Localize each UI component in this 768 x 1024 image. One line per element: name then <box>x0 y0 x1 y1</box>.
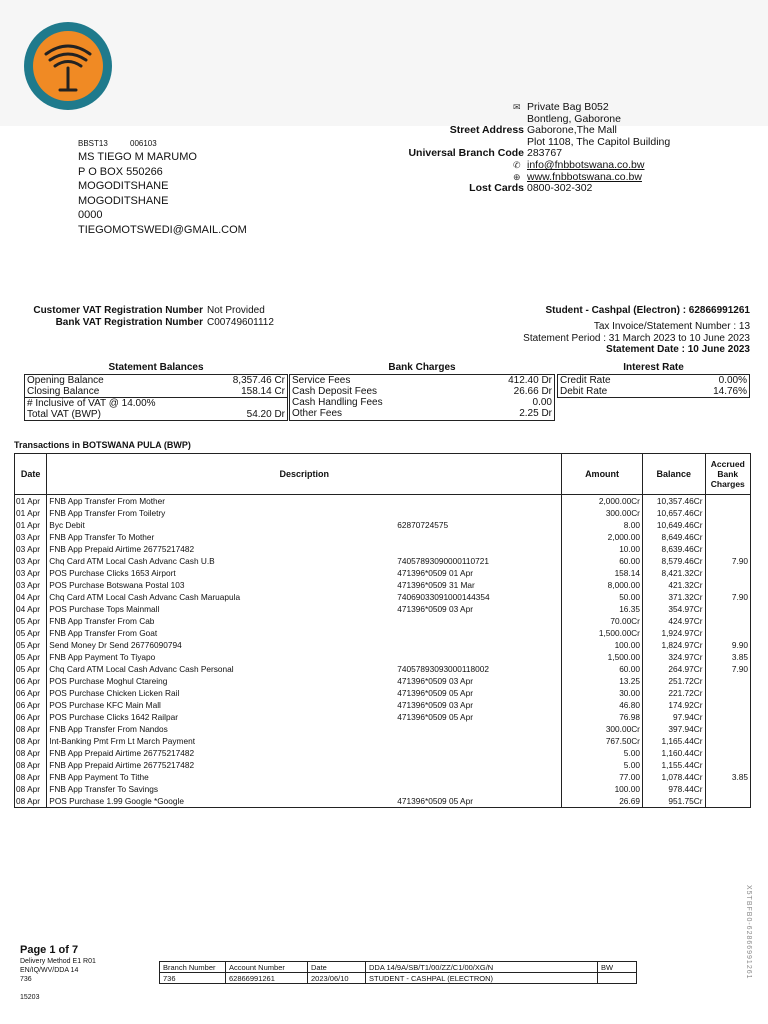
tx-accrued-charge: 3.85 <box>705 771 750 783</box>
tx-description <box>47 759 562 771</box>
tx-balance: 8,421.32Cr <box>642 567 705 579</box>
tx-amount: 76.98 <box>562 711 643 723</box>
table-row <box>15 627 751 639</box>
country-code: BW <box>598 962 637 973</box>
tx-accrued-charge <box>705 519 750 531</box>
opening-balance-label: Opening Balance <box>27 375 104 386</box>
table-row <box>15 495 751 508</box>
tx-reference: 471396*0509 03 Apr <box>397 604 473 614</box>
account-title: Student - Cashpal (Electron) : 62866991261 <box>545 305 750 316</box>
cash-deposit-fees-label: Cash Deposit Fees <box>292 386 378 397</box>
tx-date: 06 Apr <box>15 675 47 687</box>
tx-amount: 2,000.00Cr <box>562 495 643 508</box>
tx-date: 08 Apr <box>15 795 47 808</box>
closing-balance-value: 158.14 Cr <box>241 386 285 397</box>
tx-description-text: Chq Card ATM Local Cash Advanc Cash Personal <box>49 664 234 674</box>
tx-description <box>47 579 562 591</box>
tx-description-text: Int-Banking Pmt Frm Lt March Payment <box>49 736 195 746</box>
tx-date: 05 Apr <box>15 651 47 663</box>
tx-description <box>47 795 562 808</box>
tx-date: 04 Apr <box>15 591 47 603</box>
tx-accrued-charge <box>705 603 750 615</box>
tx-reference: 471396*0509 01 Apr <box>397 568 473 578</box>
postal-line-1: Private Bag B052 <box>527 101 609 113</box>
tx-date: 06 Apr <box>15 687 47 699</box>
branch-meta: 736 <box>20 976 32 983</box>
table-row <box>15 567 751 579</box>
tx-description <box>47 567 562 579</box>
tx-date: 08 Apr <box>15 783 47 795</box>
street-line-1: Gaborone,The Mall <box>527 124 617 137</box>
footer-header-row <box>160 962 637 973</box>
email-link[interactable]: info@fnbbotswana.co.bw <box>527 158 645 171</box>
tx-accrued-charge: 7.90 <box>705 555 750 567</box>
tx-description-text: POS Purchase Botswana Postal 103 <box>49 580 185 590</box>
tx-accrued-charge <box>705 795 750 808</box>
tx-description-text: FNB App Prepaid Airtime 26775217482 <box>49 760 195 770</box>
tx-description-text: FNB App Transfer From Mother <box>49 496 166 506</box>
tx-date: 08 Apr <box>15 735 47 747</box>
tx-amount: 158.14 <box>562 567 643 579</box>
tx-balance: 1,155.44Cr <box>642 759 705 771</box>
website-link[interactable]: www.fnbbotswana.co.bw <box>527 170 642 183</box>
tx-date: 08 Apr <box>15 759 47 771</box>
tx-accrued-charge <box>705 759 750 771</box>
bank-charges-box <box>289 374 555 421</box>
tx-description <box>47 651 562 663</box>
tx-date: 08 Apr <box>15 723 47 735</box>
tx-balance: 1,160.44Cr <box>642 747 705 759</box>
table-row <box>15 603 751 615</box>
tx-balance: 1,824.97Cr <box>642 639 705 651</box>
tx-amount: 13.25 <box>562 675 643 687</box>
statement-date: Statement Date : 10 June 2023 <box>606 344 750 355</box>
tx-description-text: POS Purchase Clicks 1653 Airport <box>49 568 176 578</box>
tx-balance: 354.97Cr <box>642 603 705 615</box>
addressee-block <box>78 150 247 237</box>
tx-description-text: FNB App Transfer To Savings <box>49 784 158 794</box>
accrued-charges-header: Accrued Bank Charges <box>705 454 750 495</box>
tx-description-text: FNB App Payment To Tithe <box>49 772 149 782</box>
tx-date: 01 Apr <box>15 507 47 519</box>
tx-description <box>47 507 562 519</box>
branch-code-value: 283767 <box>527 147 563 160</box>
tx-description-text: FNB App Prepaid Airtime 26775217482 <box>49 544 195 554</box>
dda-code: DDA 14/9A/SB/T1/00/ZZ/C1/00/XG/N <box>366 962 598 973</box>
tx-accrued-charge: 3.85 <box>705 651 750 663</box>
tx-balance: 421.32Cr <box>642 579 705 591</box>
debit-rate-label: Debit Rate <box>560 386 608 397</box>
tx-date: 03 Apr <box>15 531 47 543</box>
tx-reference: 471396*0509 03 Apr <box>397 700 473 710</box>
tx-date: 05 Apr <box>15 663 47 675</box>
table-row <box>15 759 751 771</box>
tx-description <box>47 663 562 675</box>
addressee-email: TIEGOMOTSWEDI@GMAIL.COM <box>78 223 247 236</box>
other-fees-label: Other Fees <box>292 408 343 419</box>
tx-accrued-charge: 7.90 <box>705 591 750 603</box>
transactions-table <box>14 453 751 808</box>
table-row <box>15 519 751 531</box>
table-row <box>15 747 751 759</box>
tx-amount: 1,500.00Cr <box>562 627 643 639</box>
table-header-row <box>15 454 751 495</box>
debit-rate-value: 14.76% <box>713 386 747 397</box>
tx-description-text: POS Purchase Moghul Ctareing <box>49 676 168 686</box>
tx-balance: 1,924.97Cr <box>642 627 705 639</box>
table-row <box>15 591 751 603</box>
tx-reference: 471396*0509 05 Apr <box>397 796 473 806</box>
tx-amount: 46.80 <box>562 699 643 711</box>
tx-description-text: POS Purchase 1.99 Google *Google <box>49 796 184 806</box>
table-row <box>15 507 751 519</box>
tx-amount: 50.00 <box>562 591 643 603</box>
table-row <box>15 687 751 699</box>
lost-cards-value: 0800-302-302 <box>527 182 593 195</box>
statement-balances-box <box>24 374 288 421</box>
tx-accrued-charge <box>705 687 750 699</box>
delivery-method: Delivery Method E1 R01 <box>20 958 96 965</box>
footer-info-table <box>159 961 637 984</box>
tx-description <box>47 699 562 711</box>
tx-amount: 100.00 <box>562 783 643 795</box>
transactions-body <box>15 495 751 808</box>
tx-description <box>47 591 562 603</box>
tx-date: 05 Apr <box>15 615 47 627</box>
credit-rate-label: Credit Rate <box>560 375 611 386</box>
tx-description-text: FNB App Transfer From Toiletry <box>49 508 166 518</box>
tx-description <box>47 723 562 735</box>
tx-amount: 77.00 <box>562 771 643 783</box>
tx-date: 06 Apr <box>15 699 47 711</box>
tx-balance: 174.92Cr <box>642 699 705 711</box>
tx-description <box>47 519 562 531</box>
tx-balance: 371.32Cr <box>642 591 705 603</box>
tx-balance: 251.72Cr <box>642 675 705 687</box>
table-row <box>15 615 751 627</box>
addressee-line: MOGODITSHANE <box>78 194 169 207</box>
street-address-label: Street Address <box>449 124 524 137</box>
tx-description-text: FNB App Transfer To Mother <box>49 532 155 542</box>
table-row <box>15 723 751 735</box>
footer-code: 15203 <box>20 994 40 1001</box>
customer-vat-label: Customer VAT Registration Number <box>33 305 203 316</box>
ref-code: BBST13 <box>78 139 108 148</box>
tx-reference: 471396*0509 05 Apr <box>397 688 473 698</box>
balance-header: Balance <box>642 454 705 495</box>
tx-description-text: POS Purchase KFC Main Mall <box>49 700 161 710</box>
tx-description <box>47 675 562 687</box>
tx-accrued-charge <box>705 747 750 759</box>
tx-amount: 5.00 <box>562 747 643 759</box>
tx-balance: 10,649.46Cr <box>642 519 705 531</box>
tx-balance: 397.94Cr <box>642 723 705 735</box>
addressee-name: MS TIEGO M MARUMO <box>78 151 197 163</box>
total-vat-value: 54.20 Dr <box>246 409 285 420</box>
tx-description <box>47 603 562 615</box>
tx-description <box>47 711 562 723</box>
ref-number: 006103 <box>130 139 157 148</box>
cash-handling-fees-label: Cash Handling Fees <box>292 397 383 408</box>
table-row <box>15 675 751 687</box>
tx-date: 05 Apr <box>15 627 47 639</box>
tx-amount: 300.00Cr <box>562 507 643 519</box>
table-row <box>15 555 751 567</box>
tx-accrued-charge <box>705 567 750 579</box>
tx-description-text: FNB App Transfer From Goat <box>49 628 158 638</box>
table-row <box>15 579 751 591</box>
tx-description <box>47 735 562 747</box>
tx-date: 05 Apr <box>15 639 47 651</box>
credit-rate-value: 0.00% <box>718 375 747 386</box>
street-line-2: Plot 1108, The Capitol Building <box>527 135 671 148</box>
tx-reference: 62870724575 <box>397 520 449 530</box>
tx-description <box>47 771 562 783</box>
tx-accrued-charge <box>705 723 750 735</box>
tx-accrued-charge <box>705 675 750 687</box>
tx-balance: 424.97Cr <box>642 615 705 627</box>
tx-description-text: Byc Debit <box>49 520 85 530</box>
envelope-icon: ✉ <box>513 102 521 112</box>
bank-charges-title: Bank Charges <box>388 362 456 373</box>
postal-line-2: Bontleng, Gaborone <box>527 112 621 125</box>
tx-description-text: Send Money Dr Send 26776090794 <box>49 640 182 650</box>
amount-header: Amount <box>562 454 643 495</box>
date-header: Date <box>15 454 47 495</box>
addressee-line: MOGODITSHANE <box>78 180 169 192</box>
tx-date: 03 Apr <box>15 567 47 579</box>
tx-accrued-charge <box>705 579 750 591</box>
fnb-logo <box>22 20 114 112</box>
account-number-value: 62866991261 <box>226 973 308 984</box>
addressee-line: 0000 <box>78 209 103 221</box>
tx-description-text: POS Purchase Clicks 1642 Railpar <box>49 712 178 722</box>
tx-date: 03 Apr <box>15 543 47 555</box>
table-row <box>15 771 751 783</box>
tx-balance: 951.75Cr <box>642 795 705 808</box>
table-row <box>15 543 751 555</box>
tx-accrued-charge <box>705 627 750 639</box>
vertical-barcode-text: X5TBFB0-62866991261 <box>745 885 752 980</box>
footer-value-row <box>160 973 637 984</box>
tx-description-text: Chq Card ATM Local Cash Advanc Cash U.B <box>49 556 215 566</box>
tx-description <box>47 627 562 639</box>
service-fees-value: 412.40 Dr <box>508 375 552 386</box>
tx-balance: 97.94Cr <box>642 711 705 723</box>
tx-reference: 74057893093000118002 <box>397 664 489 674</box>
tx-accrued-charge: 9.90 <box>705 639 750 651</box>
tx-amount: 60.00 <box>562 555 643 567</box>
statement-balances-title: Statement Balances <box>108 362 204 373</box>
tx-amount: 100.00 <box>562 639 643 651</box>
country-value <box>598 973 637 984</box>
table-row <box>15 639 751 651</box>
tx-balance: 978.44Cr <box>642 783 705 795</box>
table-row <box>15 795 751 808</box>
table-row <box>15 651 751 663</box>
statement-number: Tax Invoice/Statement Number : 13 <box>593 321 750 332</box>
tx-description <box>47 639 562 651</box>
tx-amount: 10.00 <box>562 543 643 555</box>
other-fees-value: 2.25 Dr <box>519 408 552 419</box>
account-type-value: STUDENT - CASHPAL (ELECTRON) <box>366 973 598 984</box>
tx-balance: 8,649.46Cr <box>642 531 705 543</box>
date-label: Date <box>308 962 366 973</box>
tx-description <box>47 543 562 555</box>
description-header: Description <box>47 454 562 495</box>
opening-balance-value: 8,357.46 Cr <box>232 375 285 386</box>
email-icon: ✆ <box>513 159 521 170</box>
tx-amount: 70.00Cr <box>562 615 643 627</box>
tx-date: 01 Apr <box>15 519 47 531</box>
tx-description-text: FNB App Payment To Tiyapo <box>49 652 156 662</box>
vat-inclusive-label: # Inclusive of VAT @ 14.00% <box>27 398 156 409</box>
bank-vat-value: C00749601112 <box>207 317 274 328</box>
tx-description <box>47 531 562 543</box>
table-row <box>15 735 751 747</box>
tx-balance: 1,078.44Cr <box>642 771 705 783</box>
document-code: EN/IQ/WV/DDA 14 <box>20 967 79 974</box>
globe-icon: ⊕ <box>513 171 521 182</box>
tx-description-text: FNB App Prepaid Airtime 26775217482 <box>49 748 195 758</box>
tx-amount: 767.50Cr <box>562 735 643 747</box>
service-fees-label: Service Fees <box>292 375 351 386</box>
date-value: 2023/06/10 <box>308 973 366 984</box>
statement-period: Statement Period : 31 March 2023 to 10 June 2023 <box>523 333 750 344</box>
tx-date: 04 Apr <box>15 603 47 615</box>
tx-date: 03 Apr <box>15 555 47 567</box>
tx-date: 08 Apr <box>15 771 47 783</box>
table-row <box>15 711 751 723</box>
tx-date: 01 Apr <box>15 495 47 508</box>
tx-description-text: FNB App Transfer From Nandos <box>49 724 168 734</box>
interest-rate-title: Interest Rate <box>623 362 684 373</box>
tx-amount: 16.35 <box>562 603 643 615</box>
delivery-meta <box>20 957 96 984</box>
tx-amount: 2,000.00 <box>562 531 643 543</box>
tx-accrued-charge <box>705 783 750 795</box>
tx-amount: 30.00 <box>562 687 643 699</box>
tx-balance: 10,657.46Cr <box>642 507 705 519</box>
tx-description-text: FNB App Transfer From Cab <box>49 616 155 626</box>
tx-reference: 471396*0509 03 Apr <box>397 676 473 686</box>
total-vat-label: Total VAT (BWP) <box>27 409 101 420</box>
tx-reference: 74069033091000144354 <box>397 592 490 602</box>
tx-date: 08 Apr <box>15 747 47 759</box>
tx-description <box>47 687 562 699</box>
tx-balance: 324.97Cr <box>642 651 705 663</box>
branch-number-value: 736 <box>160 973 226 984</box>
table-row <box>15 783 751 795</box>
tx-amount: 8.00 <box>562 519 643 531</box>
tx-amount: 26.69 <box>562 795 643 808</box>
interest-rate-box <box>557 374 750 398</box>
transactions-title: Transactions in BOTSWANA PULA (BWP) <box>14 440 191 450</box>
tx-amount: 8,000.00 <box>562 579 643 591</box>
branch-code-label: Universal Branch Code <box>408 147 524 160</box>
tx-accrued-charge: 7.90 <box>705 663 750 675</box>
branch-number-label: Branch Number <box>160 962 226 973</box>
tx-accrued-charge <box>705 543 750 555</box>
account-number-label: Account Number <box>226 962 308 973</box>
tx-reference: 740578930900001107​21 <box>397 556 489 566</box>
tx-description-text: POS Purchase Tops Mainmall <box>49 604 160 614</box>
tx-accrued-charge <box>705 615 750 627</box>
tx-balance: 8,639.46Cr <box>642 543 705 555</box>
tx-description <box>47 783 562 795</box>
tx-accrued-charge <box>705 495 750 508</box>
tx-accrued-charge <box>705 699 750 711</box>
table-row <box>15 531 751 543</box>
tx-accrued-charge <box>705 711 750 723</box>
lost-cards-label: Lost Cards <box>469 182 524 195</box>
tx-description <box>47 615 562 627</box>
tx-description-text: Chq Card ATM Local Cash Advanc Cash Maruapula <box>49 592 241 602</box>
table-row <box>15 699 751 711</box>
cash-deposit-fees-value: 26.66 Dr <box>513 386 552 397</box>
tx-amount: 1,500.00 <box>562 651 643 663</box>
tx-accrued-charge <box>705 507 750 519</box>
customer-vat-value: Not Provided <box>207 305 265 316</box>
table-row <box>15 663 751 675</box>
tx-accrued-charge <box>705 531 750 543</box>
tx-amount: 300.00Cr <box>562 723 643 735</box>
addressee-line: P O BOX 550266 <box>78 165 163 178</box>
tx-date: 06 Apr <box>15 711 47 723</box>
closing-balance-label: Closing Balance <box>27 386 100 397</box>
tx-description <box>47 495 562 508</box>
tx-amount: 5.00 <box>562 759 643 771</box>
tx-accrued-charge <box>705 735 750 747</box>
bank-vat-label: Bank VAT Registration Number <box>55 317 203 328</box>
tx-date: 03 Apr <box>15 579 47 591</box>
tx-description-text: POS Purchase Chicken Licken Rail <box>49 688 180 698</box>
cash-handling-fees-value: 0.00 <box>532 397 552 408</box>
page-number: Page 1 of 7 <box>20 944 79 956</box>
tx-balance: 264.97Cr <box>642 663 705 675</box>
tx-balance: 10,357.46Cr <box>642 495 705 508</box>
tx-balance: 221.72Cr <box>642 687 705 699</box>
tx-balance: 8,579.46Cr <box>642 555 705 567</box>
tx-balance: 1,165.44Cr <box>642 735 705 747</box>
tx-reference: 471396*0509 31 Mar <box>397 580 475 590</box>
tx-description <box>47 555 562 567</box>
tx-description <box>47 747 562 759</box>
tx-amount: 60.00 <box>562 663 643 675</box>
tx-reference: 471396*0509 05 Apr <box>397 712 473 722</box>
